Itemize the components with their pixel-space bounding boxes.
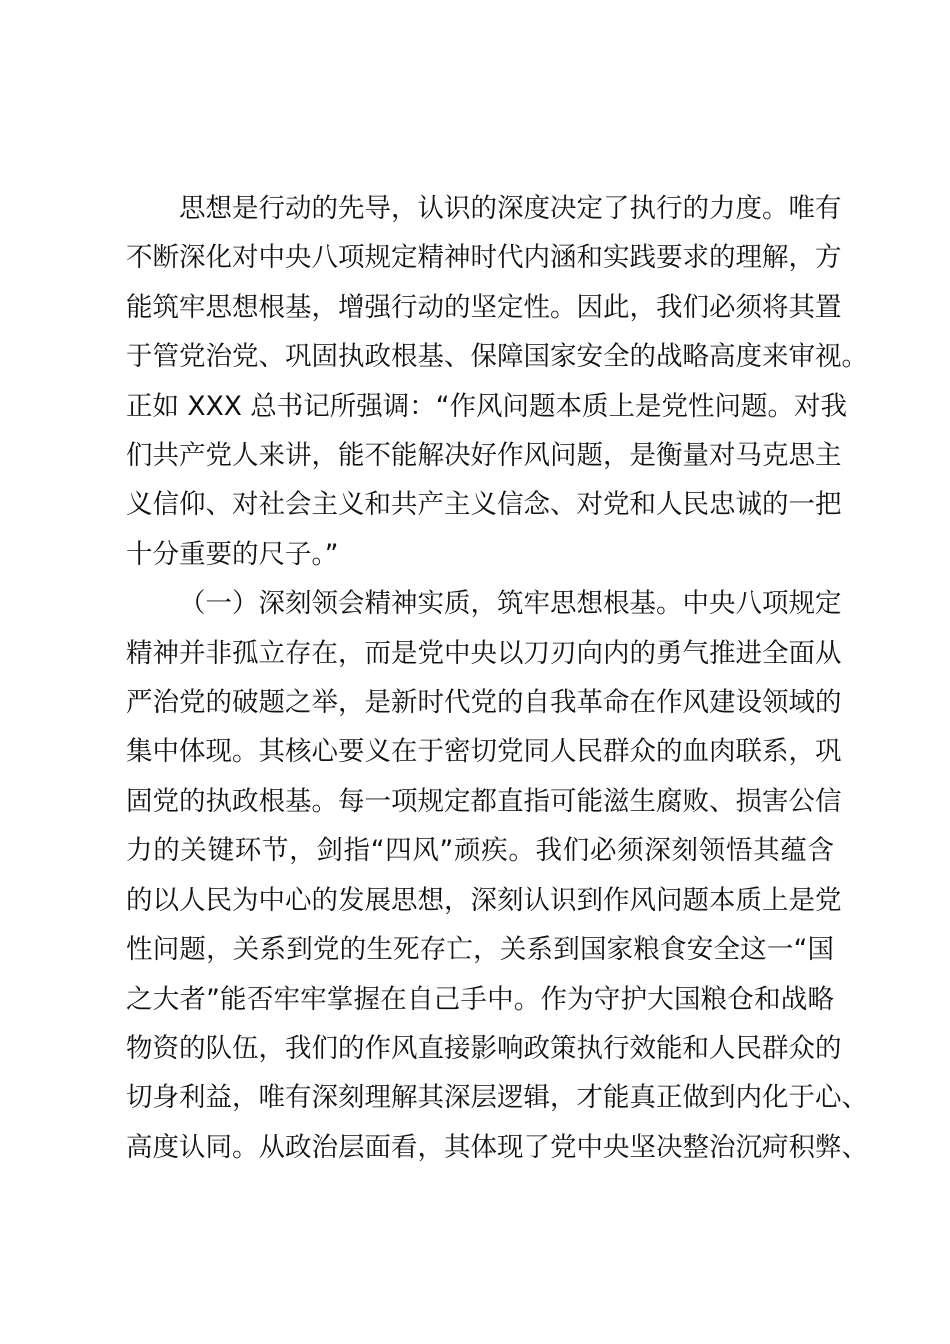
text-line: 能筑牢思想根基，增强行动的坚定性。因此，我们必须将其置: [126, 291, 842, 323]
text-line: 于管党治党、巩固执政根基、保障国家安全的战略高度来审视。: [126, 341, 868, 373]
section-heading-line: （一）深刻领会精神实质，筑牢思想根基。中央八项规定: [179, 588, 842, 620]
text-line: 严治党的破题之举，是新时代党的自我革命在作风建设领域的: [126, 687, 842, 719]
text-line: 义信仰、对社会主义和共产主义信念、对党和人民忠诚的一把: [126, 489, 842, 521]
document-body: [126, 184, 868, 1172]
text-line: 高度认同。从政治层面看，其体现了党中央坚决整治沉疴积弊、: [126, 1131, 868, 1163]
text-line: 的以人民为中心的发展思想，深刻认识到作风问题本质上是党: [126, 884, 842, 916]
text-line: 性问题，关系到党的生死存亡，关系到国家粮食安全这一“国: [126, 934, 834, 966]
paragraph-section-1: [126, 579, 868, 1172]
text-line: 集中体现。其核心要义在于密切党同人民群众的血肉联系，巩: [126, 736, 842, 768]
text-line: 思想是行动的先导，认识的深度决定了执行的力度。唯有: [179, 193, 842, 224]
text-line: 力的关键环节，剑指“四风”顽疾。我们必须深刻领悟其蕴含: [126, 835, 834, 867]
paragraph-intro: [126, 184, 868, 579]
text-line: 不断深化对中央八项规定精神时代内涵和实践要求的理解，方: [126, 242, 842, 274]
text-line: 十分重要的尺子。”: [126, 538, 339, 570]
text-line: 精神并非孤立存在，而是党中央以刀刃向内的勇气推进全面从: [126, 637, 842, 669]
text-line: 物资的队伍，我们的作风直接影响政策执行效能和人民群众的: [126, 1032, 842, 1064]
text-line: 正如 XXX 总书记所强调：“作风问题本质上是党性问题。对我: [126, 390, 848, 422]
text-line: 固党的执政根基。每一项规定都直指可能滋生腐败、损害公信: [126, 785, 842, 817]
text-line: 之大者”能否牢牢掌握在自己手中。作为守护大国粮仓和战略: [126, 983, 834, 1015]
text-line: 切身利益，唯有深刻理解其深层逻辑，才能真正做到内化于心、: [126, 1082, 868, 1114]
text-line: 们共产党人来讲，能不能解决好作风问题，是衡量对马克思主: [126, 440, 842, 472]
